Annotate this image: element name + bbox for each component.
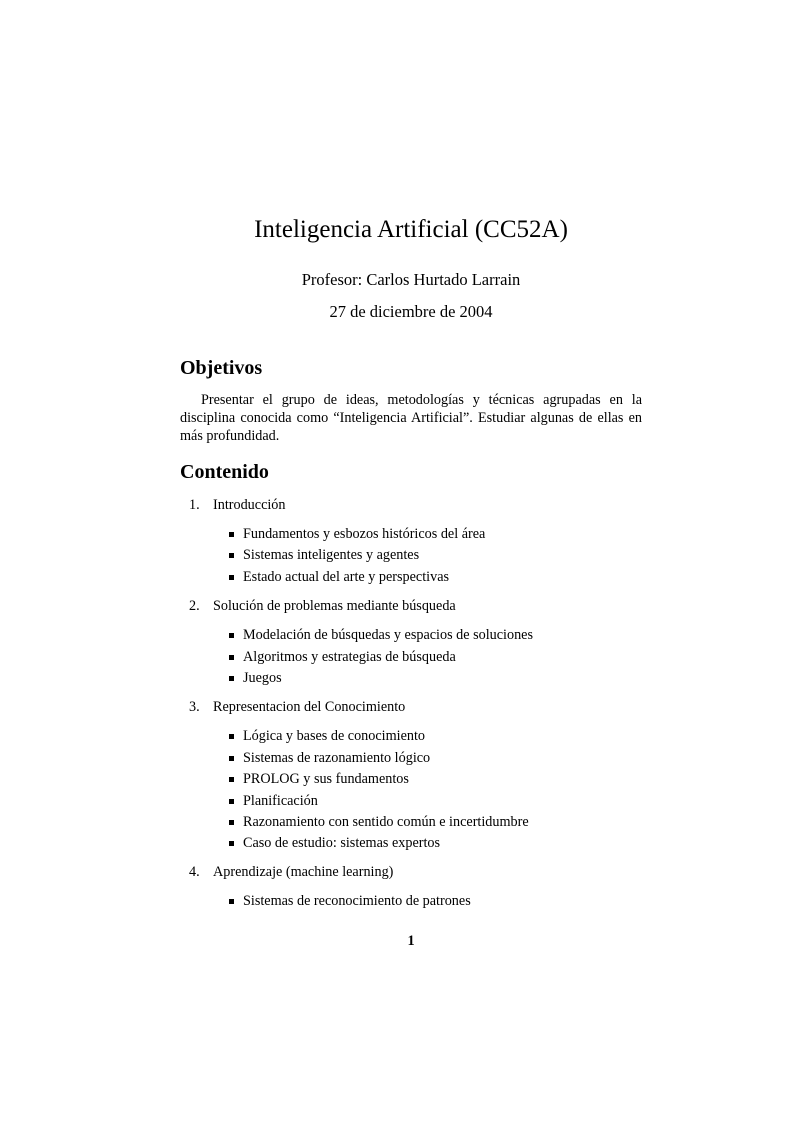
bullet-square-icon <box>229 655 234 660</box>
bullet-square-icon <box>229 899 234 904</box>
subtopic-label: Lógica y bases de conocimiento <box>243 728 426 744</box>
topic-number: 3. <box>189 699 200 715</box>
subtopic-label: Juegos <box>243 670 282 686</box>
bullet-square-icon <box>229 820 234 825</box>
document-author: Profesor: Carlos Hurtado Larrain <box>301 270 521 289</box>
topic-label: Introducción <box>213 497 286 513</box>
bullet-square-icon <box>229 633 234 638</box>
subtopic-label: Planificación <box>243 793 318 809</box>
topic-label: Solución de problemas mediante búsqueda <box>213 598 456 614</box>
objectives-paragraph: Presentar el grupo de ideas, metodologías y técnicas agrupadas en la disciplina conocida como “Inteligencia Artificial”. Estudiar algunas de ellas en más profundidad. <box>180 392 642 444</box>
subtopic-label: Razonamiento con sentido común e incertidumbre <box>243 814 529 830</box>
page-number: 1 <box>407 933 415 949</box>
subtopic-label: Fundamentos y esbozos históricos del área <box>243 526 486 542</box>
topic-number: 4. <box>189 864 200 880</box>
bullet-square-icon <box>229 553 234 558</box>
bullet-square-icon <box>229 676 234 681</box>
subtopic-label: Sistemas de razonamiento lógico <box>243 750 431 766</box>
subtopic-label: Algoritmos y estrategias de búsqueda <box>243 649 456 665</box>
document-title: Inteligencia Artificial (CC52A) <box>254 216 568 243</box>
subtopic-label: Caso de estudio: sistemas expertos <box>243 835 441 851</box>
bullet-square-icon <box>229 532 234 537</box>
subtopic-label: Sistemas inteligentes y agentes <box>243 547 420 563</box>
objectives-heading: Objetivos <box>180 357 263 379</box>
bullet-square-icon <box>229 777 234 782</box>
subtopic-label: Modelación de búsquedas y espacios de soluciones <box>243 627 533 643</box>
subtopic-label: Estado actual del arte y perspectivas <box>243 569 450 585</box>
document-date: 27 de diciembre de 2004 <box>329 302 493 321</box>
topic-number: 1. <box>189 497 200 513</box>
bullet-square-icon <box>229 756 234 761</box>
bullet-square-icon <box>229 841 234 846</box>
contents-heading: Contenido <box>180 461 269 483</box>
topic-label: Representacion del Conocimiento <box>213 699 406 715</box>
topic-label: Aprendizaje (machine learning) <box>213 864 394 880</box>
subtopic-label: PROLOG y sus fundamentos <box>243 771 409 787</box>
bullet-square-icon <box>229 799 234 804</box>
bullet-square-icon <box>229 575 234 580</box>
topic-number: 2. <box>189 598 200 614</box>
subtopic-label: Sistemas de reconocimiento de patrones <box>243 893 471 909</box>
bullet-square-icon <box>229 734 234 739</box>
